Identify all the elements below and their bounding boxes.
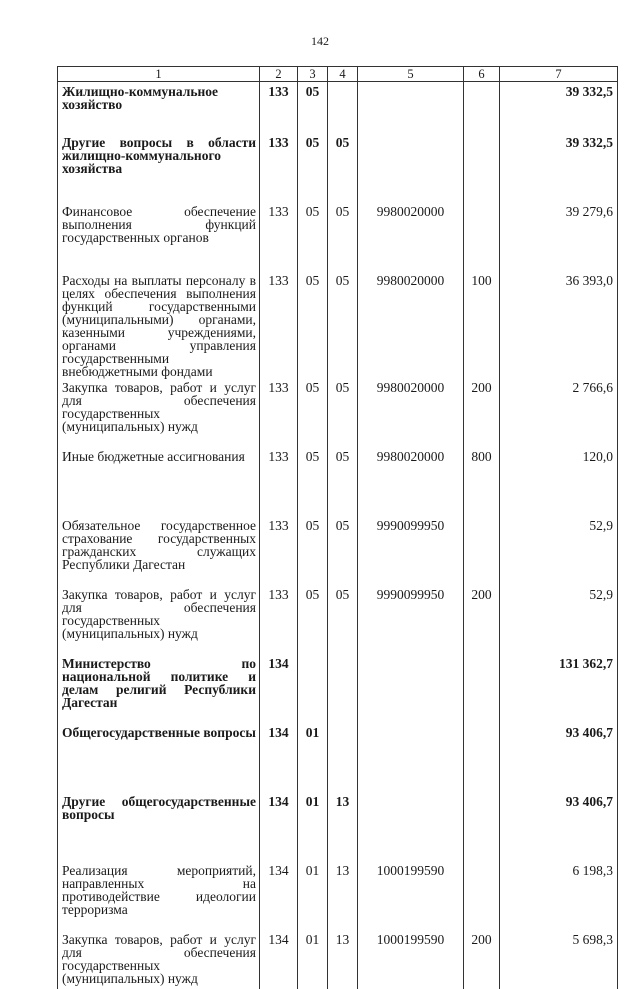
row-target-article: 1000199590 bbox=[358, 861, 464, 930]
row-name: Финансовое обеспечение выполнения функций государственных органов bbox=[58, 202, 260, 271]
row-amount: 39 332,5 bbox=[500, 133, 618, 202]
row-section-code: 05 bbox=[298, 202, 328, 271]
row-target-article: 1000199590 bbox=[358, 930, 464, 989]
row-subsection-code: 05 bbox=[328, 585, 358, 654]
table-row bbox=[58, 82, 618, 134]
column-header: 1 bbox=[58, 67, 260, 82]
row-section-code: 05 bbox=[298, 516, 328, 585]
row-target-article bbox=[358, 133, 464, 202]
row-name: Министерство по национальной политике и делам религий Республики Дагестан bbox=[58, 654, 260, 723]
row-expense-type bbox=[464, 723, 500, 792]
row-section-code: 01 bbox=[298, 861, 328, 930]
row-expense-type bbox=[464, 133, 500, 202]
table-row bbox=[58, 792, 618, 861]
row-subsection-code bbox=[328, 82, 358, 134]
row-target-article: 9980020000 bbox=[358, 202, 464, 271]
row-amount: 2 766,6 bbox=[500, 378, 618, 447]
row-name: Реализация мероприятий, направленных на противодействие идеологии терроризма bbox=[58, 861, 260, 930]
row-target-article bbox=[358, 792, 464, 861]
row-subsection-code: 05 bbox=[328, 378, 358, 447]
row-amount: 5 698,3 bbox=[500, 930, 618, 989]
row-ministry-code: 133 bbox=[260, 585, 298, 654]
table-row bbox=[58, 516, 618, 585]
row-name: Закупка товаров, работ и услуг для обеспечения государственных (муниципальных) нужд bbox=[58, 378, 260, 447]
row-name: Закупка товаров, работ и услуг для обеспечения государственных (муниципальных) нужд bbox=[58, 585, 260, 654]
row-expense-type bbox=[464, 792, 500, 861]
row-amount: 93 406,7 bbox=[500, 792, 618, 861]
row-name: Другие вопросы в области жилищно-коммунального хозяйства bbox=[58, 133, 260, 202]
row-amount: 36 393,0 bbox=[500, 271, 618, 378]
row-ministry-code: 134 bbox=[260, 723, 298, 792]
row-section-code: 05 bbox=[298, 133, 328, 202]
row-expense-type bbox=[464, 654, 500, 723]
row-target-article: 9980020000 bbox=[358, 447, 464, 516]
column-header: 2 bbox=[260, 67, 298, 82]
row-ministry-code: 133 bbox=[260, 271, 298, 378]
header-row bbox=[58, 67, 618, 82]
row-section-code: 05 bbox=[298, 271, 328, 378]
row-subsection-code: 13 bbox=[328, 792, 358, 861]
budget-table bbox=[57, 66, 618, 989]
row-target-article bbox=[358, 654, 464, 723]
row-name: Другие общегосударственные вопросы bbox=[58, 792, 260, 861]
column-header: 5 bbox=[358, 67, 464, 82]
row-section-code: 05 bbox=[298, 378, 328, 447]
row-expense-type bbox=[464, 516, 500, 585]
row-name: Иные бюджетные ассигнования bbox=[58, 447, 260, 516]
row-section-code: 05 bbox=[298, 82, 328, 134]
table-row bbox=[58, 930, 618, 989]
row-name: Общегосударственные вопросы bbox=[58, 723, 260, 792]
table-row bbox=[58, 861, 618, 930]
row-name: Жилищно-коммунальное хозяйство bbox=[58, 82, 260, 134]
row-subsection-code bbox=[328, 723, 358, 792]
row-target-article: 9980020000 bbox=[358, 271, 464, 378]
page-number: 142 bbox=[311, 34, 329, 48]
row-ministry-code: 133 bbox=[260, 82, 298, 134]
row-target-article bbox=[358, 82, 464, 134]
row-name: Обязательное государственное страхование государственных гражданских служащих Республики Дагестан bbox=[58, 516, 260, 585]
row-amount: 52,9 bbox=[500, 516, 618, 585]
row-section-code: 05 bbox=[298, 585, 328, 654]
row-expense-type bbox=[464, 861, 500, 930]
row-ministry-code: 134 bbox=[260, 654, 298, 723]
row-target-article: 9980020000 bbox=[358, 378, 464, 447]
row-expense-type: 800 bbox=[464, 447, 500, 516]
row-amount: 39 279,6 bbox=[500, 202, 618, 271]
row-expense-type: 200 bbox=[464, 585, 500, 654]
row-subsection-code: 13 bbox=[328, 861, 358, 930]
row-subsection-code bbox=[328, 654, 358, 723]
row-name: Расходы на выплаты персоналу в целях обеспечения выполнения функций государственными (муниципальными) органами, казенными учреждениями, органами управления государственными внебюджетными фондами bbox=[58, 271, 260, 378]
column-header: 6 bbox=[464, 67, 500, 82]
row-ministry-code: 133 bbox=[260, 378, 298, 447]
row-expense-type bbox=[464, 82, 500, 134]
row-ministry-code: 133 bbox=[260, 202, 298, 271]
table-row bbox=[58, 585, 618, 654]
row-subsection-code: 05 bbox=[328, 202, 358, 271]
row-section-code: 01 bbox=[298, 930, 328, 989]
row-amount: 52,9 bbox=[500, 585, 618, 654]
column-header: 7 bbox=[500, 67, 618, 82]
row-ministry-code: 133 bbox=[260, 516, 298, 585]
table-row bbox=[58, 654, 618, 723]
row-target-article: 9990099950 bbox=[358, 585, 464, 654]
row-amount: 93 406,7 bbox=[500, 723, 618, 792]
row-amount: 120,0 bbox=[500, 447, 618, 516]
table-row bbox=[58, 202, 618, 271]
row-ministry-code: 133 bbox=[260, 447, 298, 516]
row-target-article bbox=[358, 723, 464, 792]
table-row bbox=[58, 271, 618, 378]
table-row bbox=[58, 447, 618, 516]
row-ministry-code: 134 bbox=[260, 861, 298, 930]
table-row bbox=[58, 378, 618, 447]
table-row bbox=[58, 133, 618, 202]
row-subsection-code: 05 bbox=[328, 133, 358, 202]
row-amount: 131 362,7 bbox=[500, 654, 618, 723]
row-subsection-code: 05 bbox=[328, 271, 358, 378]
row-amount: 39 332,5 bbox=[500, 82, 618, 134]
column-header: 4 bbox=[328, 67, 358, 82]
row-expense-type: 200 bbox=[464, 930, 500, 989]
row-section-code: 05 bbox=[298, 447, 328, 516]
row-target-article: 9990099950 bbox=[358, 516, 464, 585]
row-ministry-code: 134 bbox=[260, 792, 298, 861]
row-expense-type: 100 bbox=[464, 271, 500, 378]
row-subsection-code: 05 bbox=[328, 516, 358, 585]
row-expense-type: 200 bbox=[464, 378, 500, 447]
row-section-code: 01 bbox=[298, 723, 328, 792]
row-ministry-code: 134 bbox=[260, 930, 298, 989]
row-ministry-code: 133 bbox=[260, 133, 298, 202]
table-row bbox=[58, 723, 618, 792]
row-section-code: 01 bbox=[298, 792, 328, 861]
row-subsection-code: 13 bbox=[328, 930, 358, 989]
row-name: Закупка товаров, работ и услуг для обеспечения государственных (муниципальных) нужд bbox=[58, 930, 260, 989]
row-section-code bbox=[298, 654, 328, 723]
row-amount: 6 198,3 bbox=[500, 861, 618, 930]
row-subsection-code: 05 bbox=[328, 447, 358, 516]
column-header: 3 bbox=[298, 67, 328, 82]
row-expense-type bbox=[464, 202, 500, 271]
